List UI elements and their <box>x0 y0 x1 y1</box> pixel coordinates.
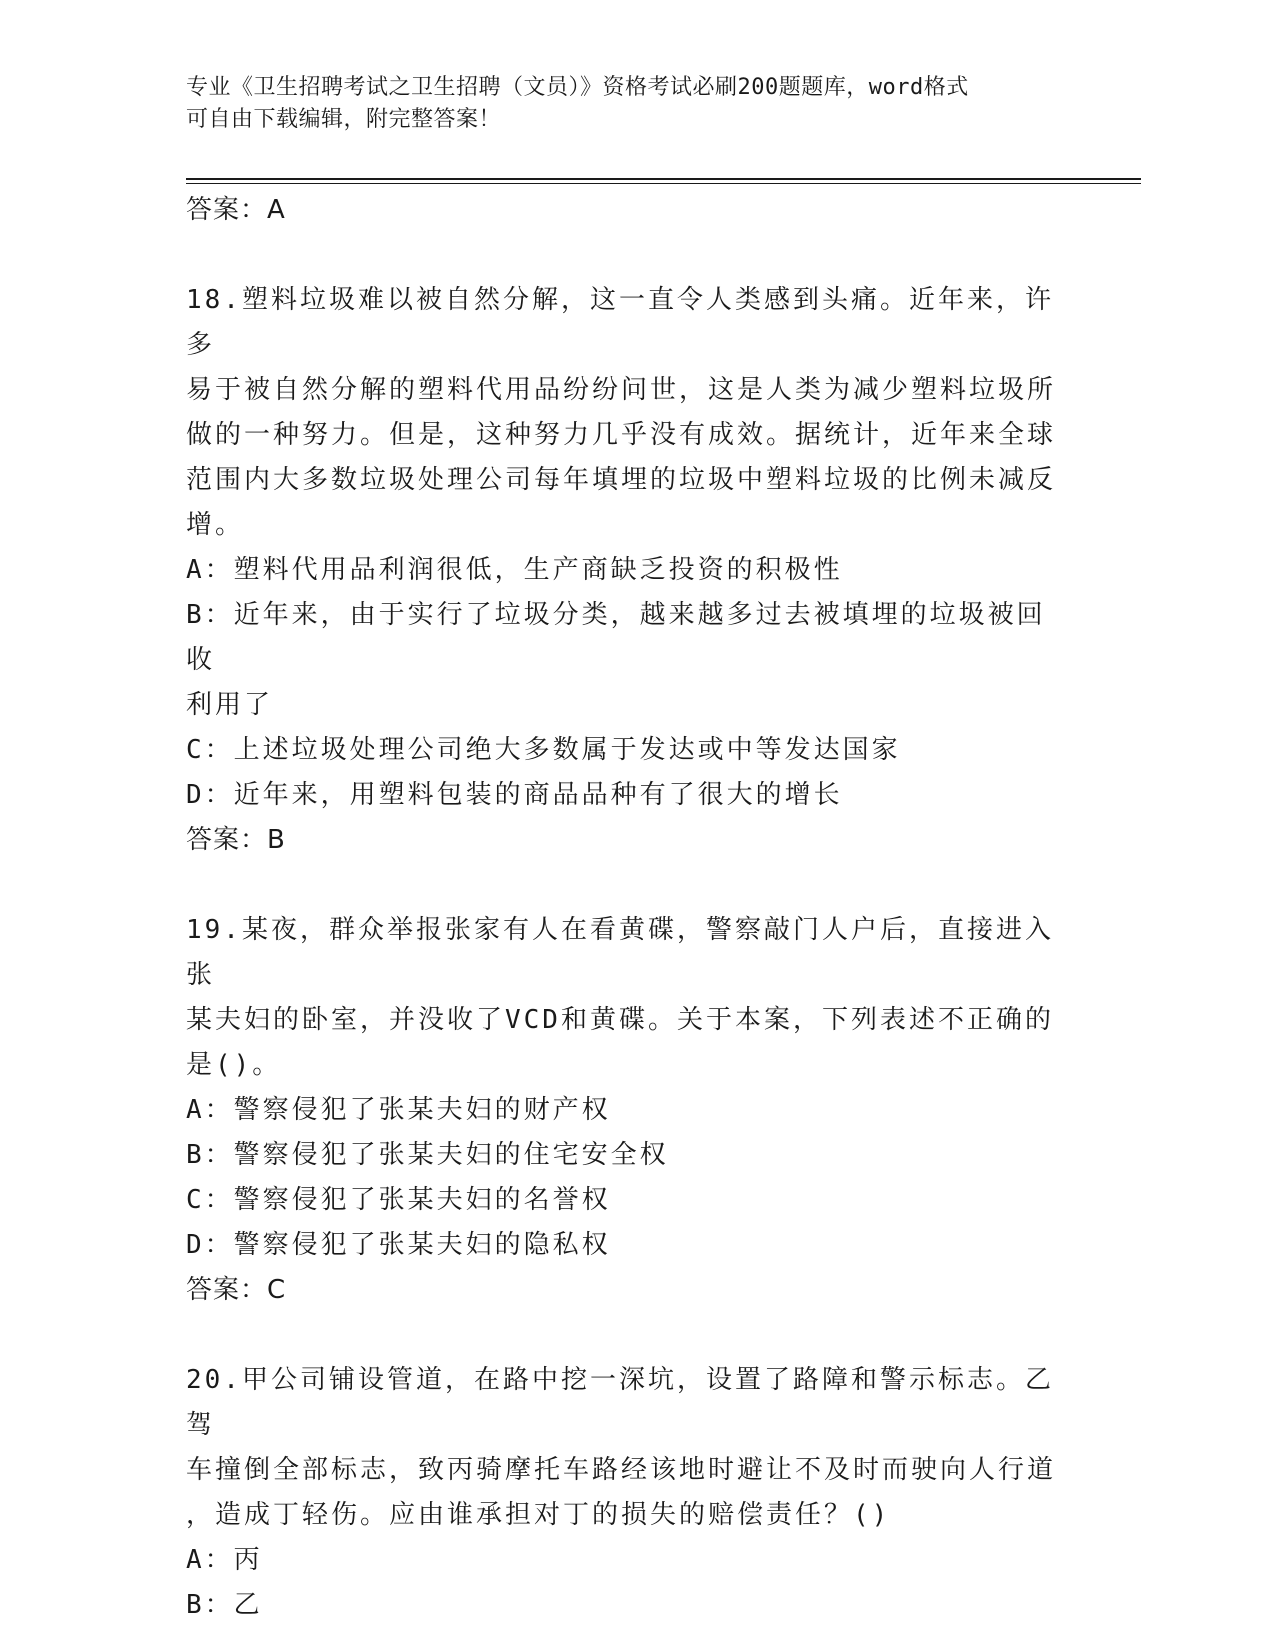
answer-17: 答案：A <box>186 195 286 225</box>
header-divider-thick <box>186 178 1141 180</box>
answer-18: 答案：B <box>186 825 286 855</box>
question-20-line-1: 20.甲公司铺设管道，在路中挖一深坑，设置了路障和警示标志。乙驾 <box>186 1365 1054 1440</box>
question-18-option-b-cont: 利用了 <box>186 690 274 720</box>
question-18-line-4: 范围内大多数垃圾处理公司每年填埋的垃圾中塑料垃圾的比例未减反 <box>186 465 1057 495</box>
question-19-option-a: A：警察侵犯了张某夫妇的财产权 <box>186 1095 611 1125</box>
question-20-line-3: ，造成丁轻伤。应由谁承担对丁的损失的赔偿责任？() <box>186 1500 891 1530</box>
question-18-line-3: 做的一种努力。但是，这种努力几乎没有成效。据统计，近年来全球 <box>186 420 1057 450</box>
question-18 <box>186 278 1066 863</box>
spacer <box>186 863 1066 908</box>
question-20-line-2: 车撞倒全部标志，致丙骑摩托车路经该地时避让不及时而驶向人行道 <box>186 1455 1057 1485</box>
question-18-option-b: B：近年来，由于实行了垃圾分类，越来越多过去被填埋的垃圾被回收 <box>186 600 1046 675</box>
question-19-line-1: 19.某夜，群众举报张家有人在看黄碟，警察敲门人户后，直接进入张 <box>186 915 1054 990</box>
question-19-option-d: D：警察侵犯了张某夫妇的隐私权 <box>186 1230 611 1260</box>
question-20-option-a: A：丙 <box>186 1545 263 1575</box>
question-19-line-2: 某夫妇的卧室，并没收了VCD和黄碟。关于本案，下列表述不正确的 <box>186 1005 1054 1035</box>
question-19-option-b: B：警察侵犯了张某夫妇的住宅安全权 <box>186 1140 669 1170</box>
question-20-option-b: B：乙 <box>186 1590 263 1620</box>
spacer <box>186 1313 1066 1358</box>
question-18-option-d: D：近年来，用塑料包装的商品品种有了很大的增长 <box>186 780 843 810</box>
question-19-option-c: C：警察侵犯了张某夫妇的名誉权 <box>186 1185 611 1215</box>
header-line-1: 专业《卫生招聘考试之卫生招聘（文员）》资格考试必刷200题题库，word格式 <box>186 75 969 100</box>
question-18-option-c: C：上述垃圾处理公司绝大多数属于发达或中等发达国家 <box>186 735 901 765</box>
header-line-2: 可自由下载编辑，附完整答案！ <box>186 107 502 132</box>
document-header <box>186 72 1086 136</box>
document-body <box>186 188 1066 1628</box>
question-19 <box>186 908 1066 1313</box>
header-divider-thin <box>186 183 1141 184</box>
question-18-option-a: A：塑料代用品利润很低，生产商缺乏投资的积极性 <box>186 555 843 585</box>
question-20 <box>186 1358 1066 1628</box>
question-18-line-5: 增。 <box>186 510 245 540</box>
spacer <box>186 233 1066 278</box>
question-18-line-2: 易于被自然分解的塑料代用品纷纷问世，这是人类为减少塑料垃圾所 <box>186 375 1057 405</box>
question-19-line-3: 是()。 <box>186 1050 282 1080</box>
answer-19: 答案：C <box>186 1275 287 1305</box>
question-18-line-1: 18.塑料垃圾难以被自然分解，这一直令人类感到头痛。近年来，许多 <box>186 285 1054 360</box>
